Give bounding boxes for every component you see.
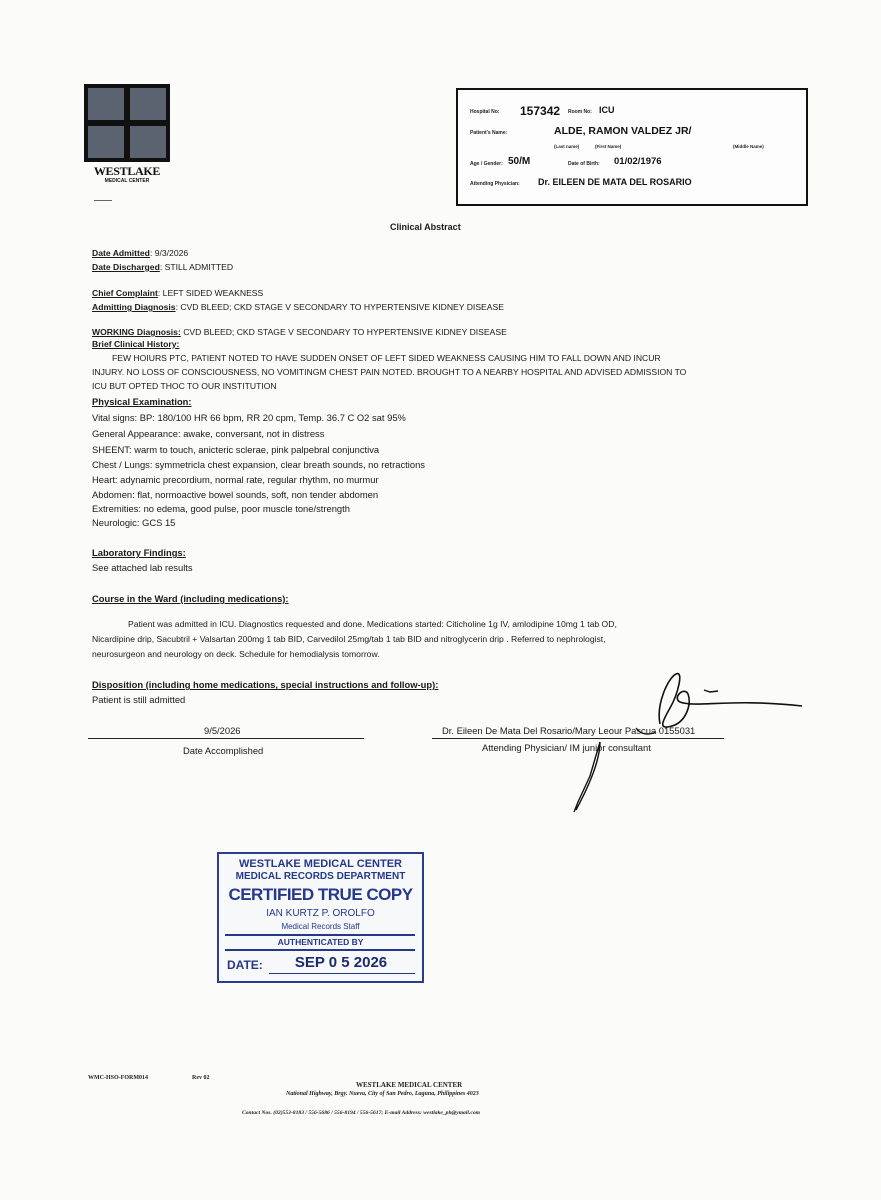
history-label: Brief Clinical History: (92, 339, 180, 349)
attending-physician: Dr. EILEEN DE MATA DEL ROSARIO (538, 177, 692, 187)
exam-line: Heart: adynamic precordium, normal rate, regular rhythm, no murmur (92, 474, 379, 485)
course-line-1: Patient was admitted in ICU. Diagnostics requested and done. Medications started: Citicholine 1g IV, amlodipine 10mg 1 tab OD, (128, 619, 617, 629)
footer-org: WESTLAKE MEDICAL CENTER (356, 1081, 463, 1089)
stamp-line-5: Medical Records Staff (281, 922, 360, 931)
hospital-no-label: Hospital No: (470, 109, 500, 115)
physician-label: Attending Physician: (470, 181, 520, 187)
lab-value: See attached lab results (92, 562, 193, 573)
course-label: Course in the Ward (including medications): (92, 593, 289, 604)
disposition-value: Patient is still admitted (92, 694, 186, 705)
working-diagnosis-row (92, 327, 507, 337)
date-accomplished-caption: Date Accomplished (183, 745, 264, 756)
hospital-no: 157342 (520, 104, 561, 118)
lab-label: Laboratory Findings: (92, 547, 186, 558)
middle-name-caption: (Middle Name) (733, 144, 764, 149)
chief-complaint-label: Chief Complaint (92, 288, 158, 298)
date-accomplished-value: 9/5/2026 (204, 725, 241, 736)
date-discharged-label: Date Discharged (92, 262, 160, 272)
dob-label: Date of Birth: (568, 161, 600, 167)
exam-line: Neurologic: GCS 15 (92, 517, 176, 528)
physician-signature-name: Dr. Eileen De Mata Del Rosario/Mary Leour Pascua 0155031 (442, 725, 696, 736)
physical-exam-label: Physical Examination: (92, 396, 192, 407)
form-code: WMC-HSO-FORM014 (88, 1075, 148, 1081)
last-name-caption: (Last name) (554, 144, 580, 149)
stamp-line-2: MEDICAL RECORDS DEPARTMENT (235, 871, 406, 882)
logo-subtitle: MEDICAL CENTER (104, 178, 150, 184)
footer-contact: Contact Nos. (02)553-8183 / 556-5686 / 556-8194 / 556-5617; E-mail Address: westlake_ph@ymail.com (242, 1110, 480, 1116)
chief-complaint-row (92, 288, 263, 298)
exam-line: Abdomen: flat, normoactive bowel sounds, soft, non tender abdomen (92, 489, 379, 500)
exam-line: Chest / Lungs: symmetricla chest expansion, clear breath sounds, no retractions (92, 459, 425, 470)
logo-wordmark: WESTLAKE (93, 164, 161, 178)
dob: 01/02/1976 (614, 156, 662, 167)
chief-complaint-value: : LEFT SIDED WEAKNESS (157, 288, 264, 298)
working-diagnosis-value: CVD BLEED; CKD STAGE V SECONDARY TO HYPERTENSIVE KIDNEY DISEASE (180, 327, 507, 337)
patient-name: ALDE, RAMON VALDEZ JR/ (554, 125, 692, 137)
date-signature-line (88, 738, 364, 739)
exam-line: SHEENT: warm to touch, anicteric sclerae, pink palpebral conjunctiva (92, 444, 380, 455)
admitting-diagnosis-label: Admitting Diagnosis (92, 302, 176, 312)
stamp-date-label: DATE: (227, 958, 263, 972)
date-admitted-row (92, 248, 188, 258)
form-revision: Rev 02 (192, 1075, 210, 1081)
history-line-2: INJURY. NO LOSS OF CONSCIOUSNESS, NO VOMITINGM CHEST PAIN NOTED. BROUGHT TO A NEARBY HOSPITAL AND ADVISED ADMISSION TO (92, 367, 687, 377)
date-discharged-value: : STILL ADMITTED (159, 262, 234, 272)
logo-grid-icon (84, 84, 170, 162)
stamp-line-6: AUTHENTICATED BY (277, 937, 364, 947)
history-line-3: ICU BUT OPTED THOC TO OUR INSTITUTION (92, 381, 277, 391)
page-title: Clinical Abstract (390, 222, 461, 232)
date-admitted-value: : 9/3/2026 (149, 248, 189, 258)
course-line-2: Nicardipine drip, Sacubtril + Valsartan 200mg 1 tab BID, Carvedilol 25mg/tab 1 tab BID and nitroglycerin drip . Referred to nephrologist, (92, 634, 606, 644)
room-no: ICU (599, 105, 615, 115)
disposition-label: Disposition (including home medications, special instructions and follow-up): (92, 679, 439, 690)
age-gender-label: Age / Gender: (470, 161, 503, 167)
age-gender: 50/M (508, 156, 531, 167)
footer-address: National Highway, Brgy. Nueva, City of San Pedro, Laguna, Philippines 4023 (286, 1091, 479, 1097)
course-line-3: neurosurgeon and neurology on deck. Schedule for hemodialysis tomorrow. (92, 649, 380, 659)
westlake-logo (84, 84, 170, 202)
exam-line: Extremities: no edema, good pulse, poor muscle tone/strength (92, 503, 350, 514)
physician-signature-caption: Attending Physician/ IM junior consultant (482, 742, 651, 753)
admitting-diagnosis-value: : CVD BLEED; CKD STAGE V SECONDARY TO HYPERTENSIVE KIDNEY DISEASE (175, 302, 504, 312)
admitting-diagnosis-row (92, 302, 504, 312)
date-discharged-row (92, 262, 233, 272)
first-name-caption: (First Name) (595, 144, 622, 149)
room-no-label: Room No: (568, 109, 592, 115)
patient-name-label: Patient's Name: (470, 130, 508, 136)
certified-true-copy-stamp (217, 852, 424, 983)
date-admitted-label: Date Admitted (92, 248, 150, 258)
stamp-line-3: CERTIFIED TRUE COPY (228, 885, 413, 904)
stamp-date-value: SEP 0 5 2026 (294, 954, 388, 971)
exam-line: General Appearance: awake, conversant, not in distress (92, 428, 325, 439)
history-line-1: FEW HOIURS PTC, PATIENT NOTED TO HAVE SUDDEN ONSET OF LEFT SIDED WEAKNESS CAUSING HIM TO FALL DOWN AND INCUR (112, 353, 661, 363)
handwritten-signature (560, 664, 810, 814)
patient-info-box (456, 88, 808, 206)
stamp-line-1: WESTLAKE MEDICAL CENTER (239, 858, 402, 870)
exam-line: Vital signs: BP: 180/100 HR 66 bpm, RR 20 cpm, Temp. 36.7 C O2 sat 95% (92, 412, 406, 423)
working-diagnosis-label: WORKING Diagnosis: (92, 327, 181, 337)
stamp-line-4: IAN KURTZ P. OROLFO (266, 908, 375, 919)
